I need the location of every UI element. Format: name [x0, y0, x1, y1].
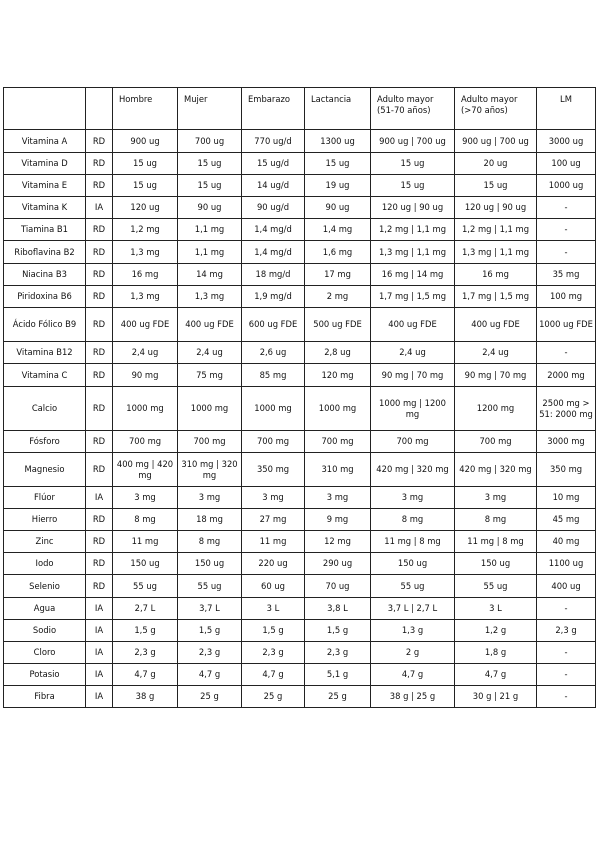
mujer-value: 150 ug [178, 553, 242, 575]
nutrient-name: Selenio [4, 575, 86, 598]
adulto-51-70-value: 11 mg | 8 mg [371, 531, 455, 553]
lm-value: 2,3 g [537, 620, 596, 642]
lm-value: 10 mg [537, 487, 596, 509]
hombre-value: 400 mg | 420 mg [113, 453, 178, 487]
table-row [4, 620, 596, 642]
table-row [4, 531, 596, 553]
lm-value: - [537, 342, 596, 364]
embarazo-value: 220 ug [242, 553, 305, 575]
adulto-51-70-value: 700 mg [371, 431, 455, 453]
header-mujer: Mujer [178, 88, 242, 130]
table-row [4, 175, 596, 197]
adulto-51-70-value: 420 mg | 320 mg [371, 453, 455, 487]
header-nutrient [4, 88, 86, 130]
lm-value: 1000 ug [537, 175, 596, 197]
nutrient-name: Niacina B3 [4, 264, 86, 286]
mujer-value: 25 g [178, 686, 242, 708]
lm-value: 35 mg [537, 264, 596, 286]
hombre-value: 90 mg [113, 364, 178, 387]
lm-value: - [537, 598, 596, 620]
table-row [4, 575, 596, 598]
embarazo-value: 15 ug/d [242, 153, 305, 175]
rec-type: RD [86, 286, 113, 308]
lactancia-value: 3 mg [305, 487, 371, 509]
rec-type: RD [86, 342, 113, 364]
nutrient-name: Riboflavina B2 [4, 241, 86, 264]
mujer-value: 1,1 mg [178, 219, 242, 241]
nutrient-name: Vitamina A [4, 130, 86, 153]
adulto-70-value: 1,7 mg | 1,5 mg [455, 286, 537, 308]
table-row [4, 642, 596, 664]
rec-type: RD [86, 175, 113, 197]
rec-type: RD [86, 308, 113, 342]
lactancia-value: 90 ug [305, 197, 371, 219]
lm-value: 2500 mg > 51: 2000 mg [537, 387, 596, 431]
adulto-51-70-value: 120 ug | 90 ug [371, 197, 455, 219]
adulto-51-70-value: 400 ug FDE [371, 308, 455, 342]
adulto-51-70-value: 1,7 mg | 1,5 mg [371, 286, 455, 308]
lm-value: - [537, 241, 596, 264]
embarazo-value: 770 ug/d [242, 130, 305, 153]
embarazo-value: 350 mg [242, 453, 305, 487]
header-hombre: Hombre [113, 88, 178, 130]
lm-value: 400 ug [537, 575, 596, 598]
rec-type: IA [86, 642, 113, 664]
adulto-51-70-value: 2,4 ug [371, 342, 455, 364]
mujer-value: 4,7 g [178, 664, 242, 686]
mujer-value: 8 mg [178, 531, 242, 553]
adulto-70-value: 15 ug [455, 175, 537, 197]
rec-type: RD [86, 264, 113, 286]
rec-type: RD [86, 553, 113, 575]
hombre-value: 120 ug [113, 197, 178, 219]
adulto-51-70-value: 55 ug [371, 575, 455, 598]
mujer-value: 3 mg [178, 487, 242, 509]
nutrient-name: Cloro [4, 642, 86, 664]
lactancia-value: 9 mg [305, 509, 371, 531]
header-type [86, 88, 113, 130]
lactancia-value: 1300 ug [305, 130, 371, 153]
adulto-51-70-value: 4,7 g [371, 664, 455, 686]
header-row [4, 88, 596, 130]
embarazo-value: 1,4 mg/d [242, 219, 305, 241]
adulto-70-value: 120 ug | 90 ug [455, 197, 537, 219]
lm-value: - [537, 664, 596, 686]
embarazo-value: 1,4 mg/d [242, 241, 305, 264]
hombre-value: 15 ug [113, 175, 178, 197]
nutrient-name: Flúor [4, 487, 86, 509]
nutrient-table [3, 87, 596, 708]
mujer-value: 1000 mg [178, 387, 242, 431]
lm-value: - [537, 197, 596, 219]
adulto-51-70-value: 1000 mg | 1200 mg [371, 387, 455, 431]
lactancia-value: 19 ug [305, 175, 371, 197]
lactancia-value: 700 mg [305, 431, 371, 453]
mujer-value: 14 mg [178, 264, 242, 286]
rec-type: IA [86, 197, 113, 219]
adulto-70-value: 1200 mg [455, 387, 537, 431]
nutrient-name: Agua [4, 598, 86, 620]
nutrient-name: Calcio [4, 387, 86, 431]
nutrient-name: Fibra [4, 686, 86, 708]
table-row [4, 453, 596, 487]
embarazo-value: 14 ug/d [242, 175, 305, 197]
mujer-value: 2,4 ug [178, 342, 242, 364]
adulto-51-70-value: 15 ug [371, 175, 455, 197]
mujer-value: 1,5 g [178, 620, 242, 642]
lm-value: 100 ug [537, 153, 596, 175]
hombre-value: 2,4 ug [113, 342, 178, 364]
lactancia-value: 5,1 g [305, 664, 371, 686]
table-row [4, 487, 596, 509]
nutrient-name: Hierro [4, 509, 86, 531]
rec-type: IA [86, 664, 113, 686]
table-row [4, 598, 596, 620]
mujer-value: 90 ug [178, 197, 242, 219]
nutrient-name: Zinc [4, 531, 86, 553]
hombre-value: 1000 mg [113, 387, 178, 431]
rec-type: RD [86, 130, 113, 153]
adulto-51-70-value: 8 mg [371, 509, 455, 531]
nutrient-name: Tiamina B1 [4, 219, 86, 241]
table-row [4, 686, 596, 708]
adulto-70-value: 700 mg [455, 431, 537, 453]
mujer-value: 75 mg [178, 364, 242, 387]
adulto-70-value: 90 mg | 70 mg [455, 364, 537, 387]
adulto-70-value: 150 ug [455, 553, 537, 575]
lactancia-value: 25 g [305, 686, 371, 708]
mujer-value: 400 ug FDE [178, 308, 242, 342]
rec-type: IA [86, 620, 113, 642]
lactancia-value: 70 ug [305, 575, 371, 598]
table-row [4, 387, 596, 431]
embarazo-value: 27 mg [242, 509, 305, 531]
hombre-value: 1,5 g [113, 620, 178, 642]
embarazo-value: 2,6 ug [242, 342, 305, 364]
nutrient-name: Piridoxina B6 [4, 286, 86, 308]
lactancia-value: 290 ug [305, 553, 371, 575]
adulto-51-70-value: 3 mg [371, 487, 455, 509]
embarazo-value: 60 ug [242, 575, 305, 598]
nutrient-name: Vitamina C [4, 364, 86, 387]
hombre-value: 8 mg [113, 509, 178, 531]
mujer-value: 1,3 mg [178, 286, 242, 308]
lactancia-value: 1,5 g [305, 620, 371, 642]
nutrient-name: Iodo [4, 553, 86, 575]
lm-value: 350 mg [537, 453, 596, 487]
rec-type: RD [86, 153, 113, 175]
hombre-value: 11 mg [113, 531, 178, 553]
adulto-70-value: 3 L [455, 598, 537, 620]
table-row [4, 553, 596, 575]
nutrient-name: Vitamina D [4, 153, 86, 175]
lm-value: 3000 mg [537, 431, 596, 453]
rec-type: RD [86, 241, 113, 264]
table-row [4, 308, 596, 342]
embarazo-value: 1,5 g [242, 620, 305, 642]
adulto-70-value: 11 mg | 8 mg [455, 531, 537, 553]
rec-type: RD [86, 364, 113, 387]
table-row [4, 219, 596, 241]
lm-value: 45 mg [537, 509, 596, 531]
lactancia-value: 2,8 ug [305, 342, 371, 364]
embarazo-value: 25 g [242, 686, 305, 708]
nutrient-name: Vitamina B12 [4, 342, 86, 364]
embarazo-value: 11 mg [242, 531, 305, 553]
hombre-value: 16 mg [113, 264, 178, 286]
table-row [4, 286, 596, 308]
table-row [4, 664, 596, 686]
mujer-value: 2,3 g [178, 642, 242, 664]
embarazo-value: 1000 mg [242, 387, 305, 431]
lactancia-value: 12 mg [305, 531, 371, 553]
adulto-70-value: 4,7 g [455, 664, 537, 686]
adulto-70-value: 400 ug FDE [455, 308, 537, 342]
lactancia-value: 310 mg [305, 453, 371, 487]
nutrient-name: Vitamina K [4, 197, 86, 219]
adulto-51-70-value: 1,2 mg | 1,1 mg [371, 219, 455, 241]
adulto-51-70-value: 38 g | 25 g [371, 686, 455, 708]
table-row [4, 364, 596, 387]
mujer-value: 3,7 L [178, 598, 242, 620]
adulto-70-value: 20 ug [455, 153, 537, 175]
header-embarazo: Embarazo [242, 88, 305, 130]
header-lactancia: Lactancia [305, 88, 371, 130]
hombre-value: 4,7 g [113, 664, 178, 686]
mujer-value: 310 mg | 320 mg [178, 453, 242, 487]
hombre-value: 900 ug [113, 130, 178, 153]
adulto-51-70-value: 90 mg | 70 mg [371, 364, 455, 387]
table-row [4, 197, 596, 219]
mujer-value: 700 mg [178, 431, 242, 453]
hombre-value: 55 ug [113, 575, 178, 598]
embarazo-value: 3 mg [242, 487, 305, 509]
lm-value: 3000 ug [537, 130, 596, 153]
adulto-51-70-value: 2 g [371, 642, 455, 664]
header-adulto-mayor-51-70: Adulto mayor (51-70 años) [371, 88, 455, 130]
hombre-value: 2,3 g [113, 642, 178, 664]
adulto-70-value: 16 mg [455, 264, 537, 286]
nutrient-name: Sodio [4, 620, 86, 642]
header-lm: LM [537, 88, 596, 130]
adulto-70-value: 3 mg [455, 487, 537, 509]
adulto-70-value: 1,3 mg | 1,1 mg [455, 241, 537, 264]
adulto-51-70-value: 150 ug [371, 553, 455, 575]
lactancia-value: 15 ug [305, 153, 371, 175]
adulto-70-value: 30 g | 21 g [455, 686, 537, 708]
hombre-value: 3 mg [113, 487, 178, 509]
lactancia-value: 17 mg [305, 264, 371, 286]
embarazo-value: 700 mg [242, 431, 305, 453]
rec-type: RD [86, 453, 113, 487]
table-row [4, 342, 596, 364]
mujer-value: 1,1 mg [178, 241, 242, 264]
lm-value: 1100 ug [537, 553, 596, 575]
rec-type: RD [86, 575, 113, 598]
nutrient-name: Fósforo [4, 431, 86, 453]
mujer-value: 55 ug [178, 575, 242, 598]
hombre-value: 15 ug [113, 153, 178, 175]
adulto-70-value: 55 ug [455, 575, 537, 598]
rec-type: RD [86, 219, 113, 241]
adulto-70-value: 900 ug | 700 ug [455, 130, 537, 153]
nutrient-name: Potasio [4, 664, 86, 686]
adulto-51-70-value: 900 ug | 700 ug [371, 130, 455, 153]
lactancia-value: 1,4 mg [305, 219, 371, 241]
rec-type: RD [86, 431, 113, 453]
adulto-70-value: 1,2 mg | 1,1 mg [455, 219, 537, 241]
lactancia-value: 3,8 L [305, 598, 371, 620]
nutrient-name: Magnesio [4, 453, 86, 487]
hombre-value: 1,3 mg [113, 286, 178, 308]
lactancia-value: 1,6 mg [305, 241, 371, 264]
adulto-70-value: 1,2 g [455, 620, 537, 642]
nutrient-name: Ácido Fólico B9 [4, 308, 86, 342]
rec-type: RD [86, 531, 113, 553]
embarazo-value: 85 mg [242, 364, 305, 387]
lm-value: 100 mg [537, 286, 596, 308]
adulto-70-value: 8 mg [455, 509, 537, 531]
adulto-51-70-value: 1,3 g [371, 620, 455, 642]
adulto-51-70-value: 15 ug [371, 153, 455, 175]
rec-type: RD [86, 509, 113, 531]
rec-type: RD [86, 387, 113, 431]
lactancia-value: 500 ug FDE [305, 308, 371, 342]
lm-value: - [537, 219, 596, 241]
adulto-70-value: 1,8 g [455, 642, 537, 664]
embarazo-value: 600 ug FDE [242, 308, 305, 342]
embarazo-value: 1,9 mg/d [242, 286, 305, 308]
mujer-value: 18 mg [178, 509, 242, 531]
rec-type: IA [86, 487, 113, 509]
hombre-value: 150 ug [113, 553, 178, 575]
hombre-value: 1,2 mg [113, 219, 178, 241]
mujer-value: 15 ug [178, 153, 242, 175]
mujer-value: 15 ug [178, 175, 242, 197]
lactancia-value: 1000 mg [305, 387, 371, 431]
lm-value: 2000 mg [537, 364, 596, 387]
lactancia-value: 2 mg [305, 286, 371, 308]
hombre-value: 2,7 L [113, 598, 178, 620]
nutrient-name: Vitamina E [4, 175, 86, 197]
lm-value: 1000 ug FDE [537, 308, 596, 342]
table-row [4, 509, 596, 531]
adulto-51-70-value: 1,3 mg | 1,1 mg [371, 241, 455, 264]
table-row [4, 241, 596, 264]
hombre-value: 38 g [113, 686, 178, 708]
lm-value: 40 mg [537, 531, 596, 553]
embarazo-value: 4,7 g [242, 664, 305, 686]
adulto-70-value: 420 mg | 320 mg [455, 453, 537, 487]
embarazo-value: 2,3 g [242, 642, 305, 664]
table-row [4, 431, 596, 453]
mujer-value: 700 ug [178, 130, 242, 153]
embarazo-value: 18 mg/d [242, 264, 305, 286]
lactancia-value: 2,3 g [305, 642, 371, 664]
embarazo-value: 90 ug/d [242, 197, 305, 219]
embarazo-value: 3 L [242, 598, 305, 620]
hombre-value: 700 mg [113, 431, 178, 453]
header-adulto-mayor-70: Adulto mayor (>70 años) [455, 88, 537, 130]
rec-type: IA [86, 598, 113, 620]
table-row [4, 264, 596, 286]
rec-type: IA [86, 686, 113, 708]
adulto-70-value: 2,4 ug [455, 342, 537, 364]
adulto-51-70-value: 16 mg | 14 mg [371, 264, 455, 286]
table-row [4, 153, 596, 175]
lm-value: - [537, 686, 596, 708]
lactancia-value: 120 mg [305, 364, 371, 387]
hombre-value: 400 ug FDE [113, 308, 178, 342]
lm-value: - [537, 642, 596, 664]
hombre-value: 1,3 mg [113, 241, 178, 264]
table-row [4, 130, 596, 153]
adulto-51-70-value: 3,7 L | 2,7 L [371, 598, 455, 620]
